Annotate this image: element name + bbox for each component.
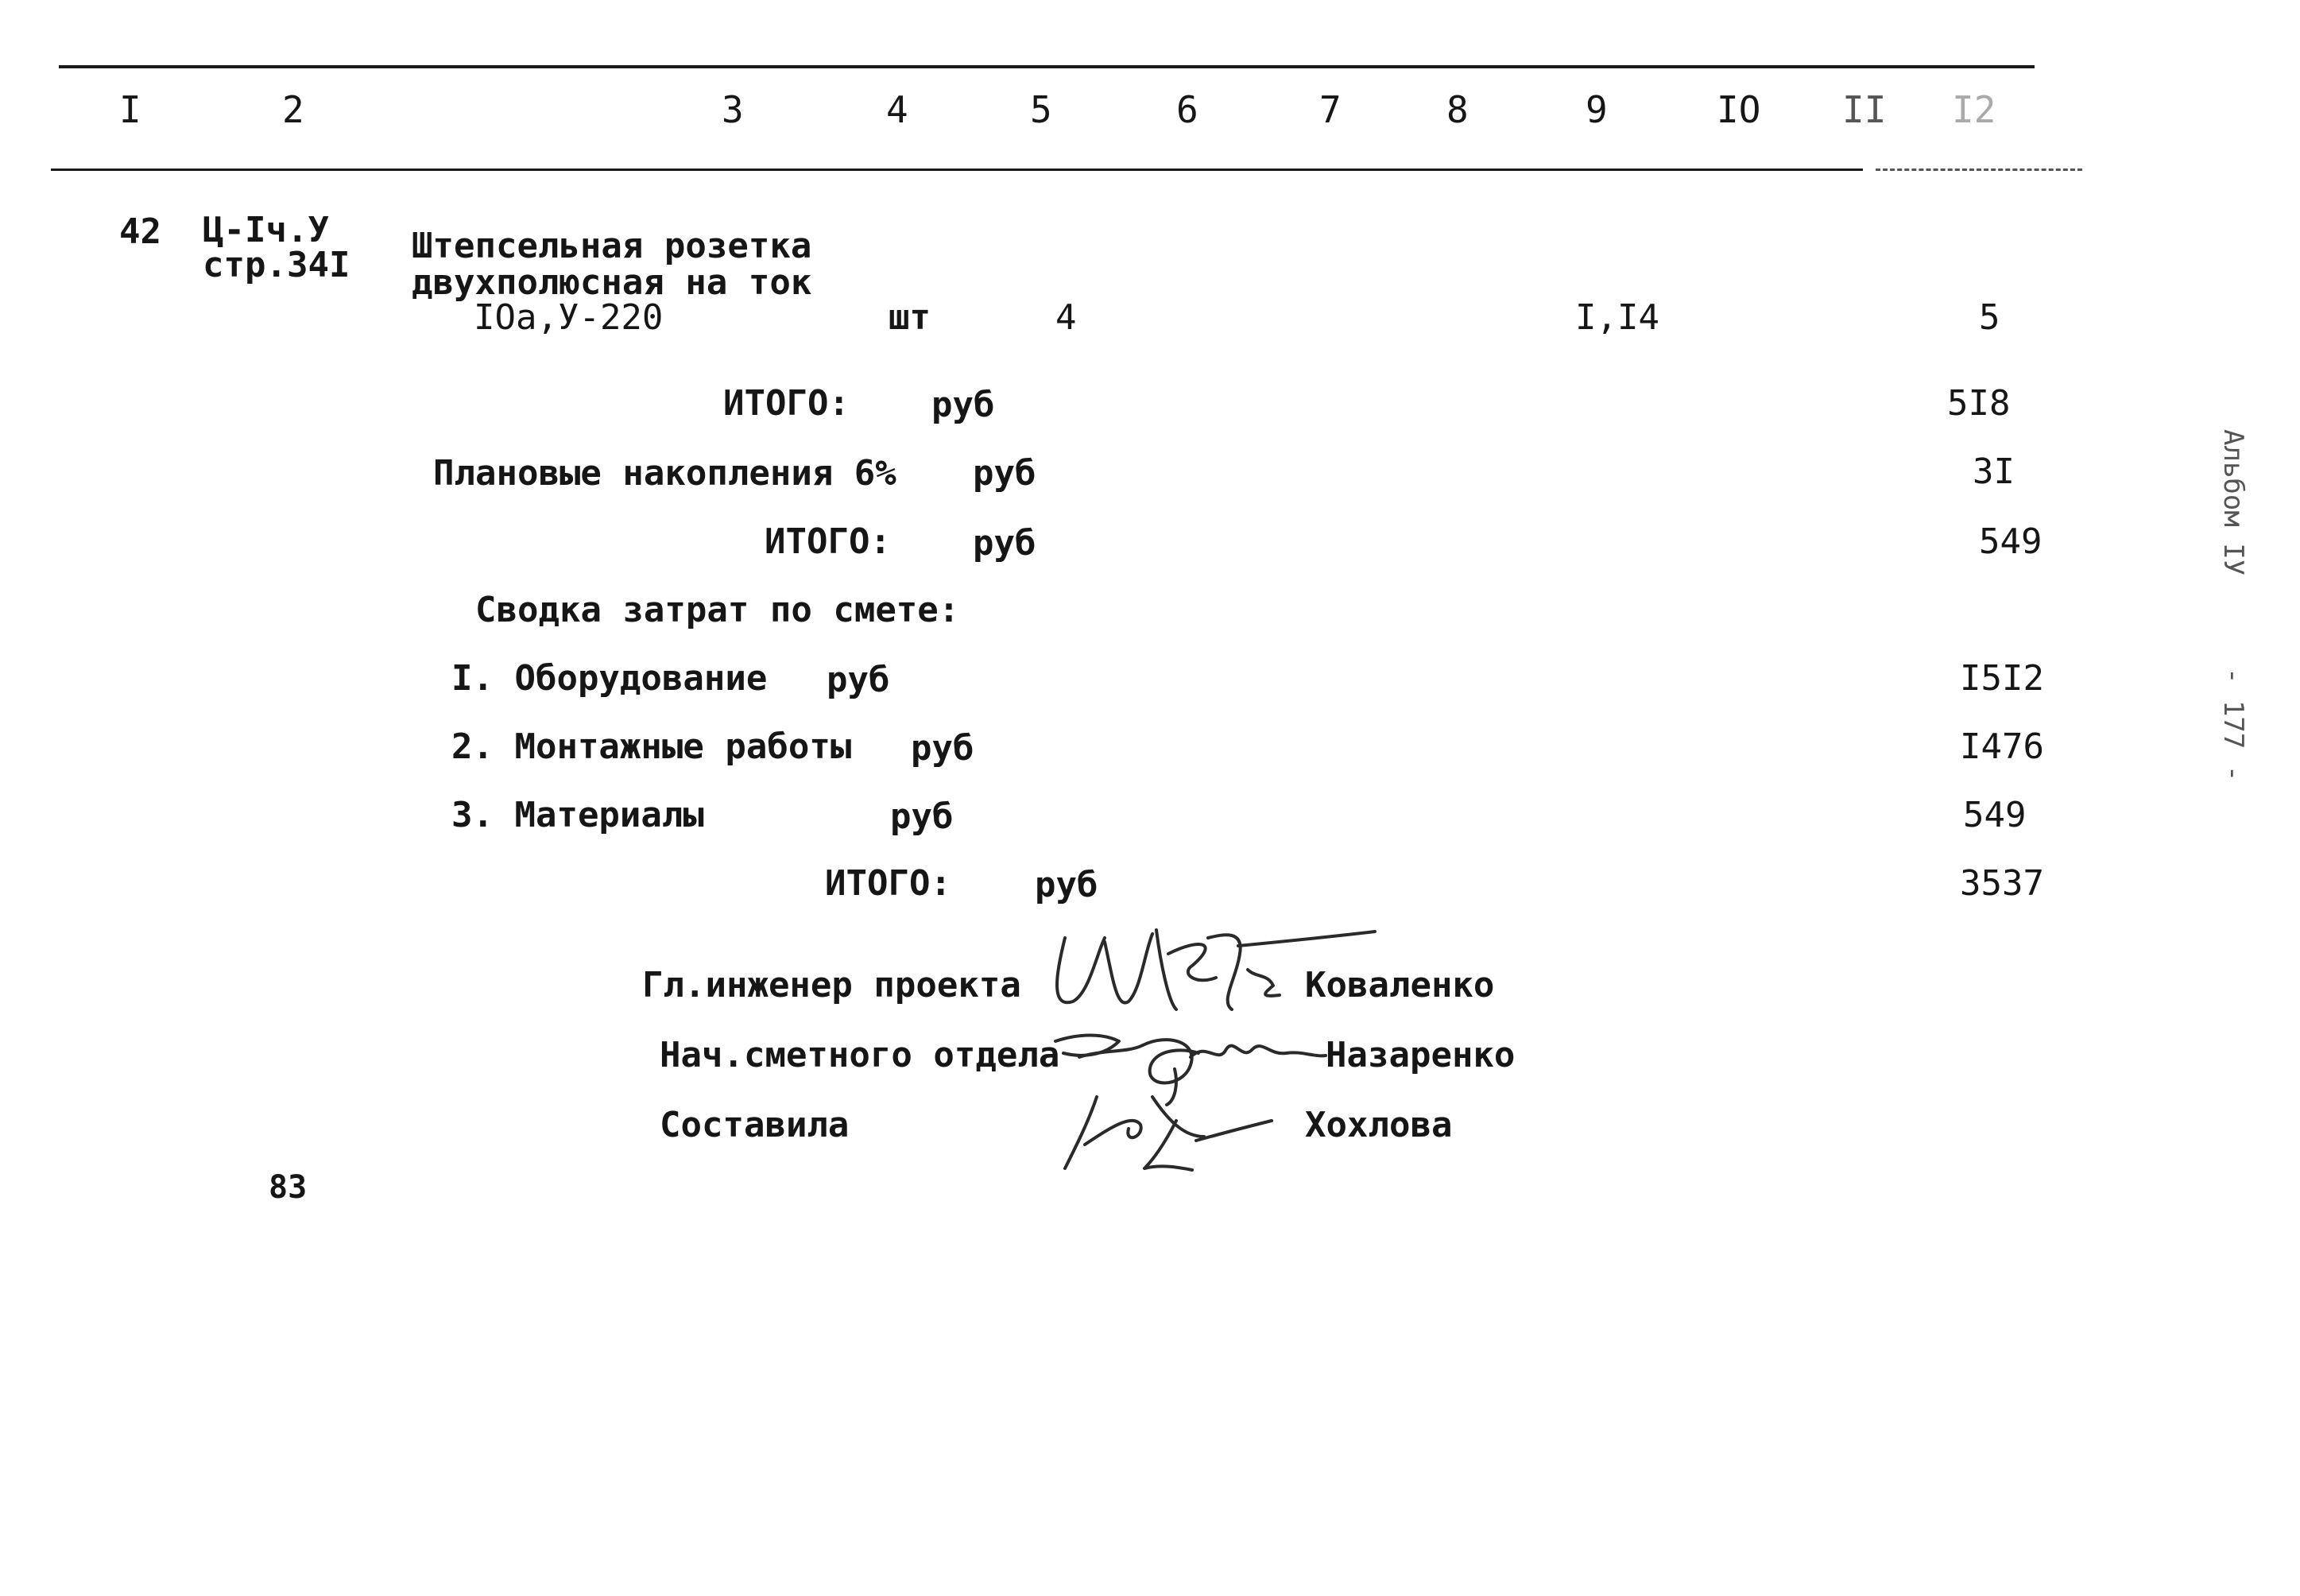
column-header: 8 [1446, 88, 1469, 131]
summary-item-label: I. Оборудование [451, 658, 768, 699]
summary-item-value: I476 [1960, 726, 2044, 767]
item-quantity: 4 [1055, 297, 1077, 338]
column-header: 9 [1586, 88, 1608, 131]
item-code-page: стр.34I [203, 245, 350, 285]
subtotal-value: 5I8 [1947, 383, 2011, 424]
column-header: 6 [1176, 88, 1198, 131]
summary-item-unit: руб [911, 728, 974, 769]
margin-album-label: Альбом IУ [2217, 429, 2249, 576]
header-top-rule [59, 65, 2035, 68]
planned-value: 3I [1973, 451, 2015, 492]
margin-sheet-number: - 177 - [2217, 668, 2249, 782]
signature-name: Хохлова [1305, 1105, 1453, 1145]
item-price: I,I4 [1575, 297, 1659, 338]
header-bottom-rule-tail [1876, 169, 2082, 171]
item-unit: шт [889, 297, 931, 338]
subtotal-unit: руб [931, 385, 995, 425]
planned-unit: руб [973, 453, 1036, 494]
summary-total-value: 3537 [1960, 863, 2044, 904]
handwritten-signature-compiler [1065, 1081, 1287, 1176]
summary-item-label: 2. Монтажные работы [451, 726, 852, 767]
column-header: 5 [1030, 88, 1052, 131]
column-header: II [1842, 88, 1887, 131]
subtotal-unit: руб [973, 523, 1036, 564]
item-description: IOа,У-220 [474, 297, 664, 338]
page-number: 83 [269, 1169, 308, 1206]
item-description: Штепсельная розетка [412, 226, 812, 266]
subtotal-label: ИТОГО: [723, 383, 850, 424]
signature-role: Составила [660, 1105, 850, 1145]
column-header: 3 [722, 88, 744, 131]
column-header: 4 [886, 88, 908, 131]
item-description: двухполюсная на ток [412, 262, 812, 303]
column-header: I2 [1952, 88, 1996, 131]
summary-item-label: 3. Материалы [451, 795, 704, 835]
column-header: 2 [282, 88, 304, 131]
planned-label: Плановые накопления 6% [433, 453, 896, 494]
signature-name: Коваленко [1305, 965, 1495, 1005]
summary-item-value: 549 [1963, 795, 2027, 835]
subtotal-label: ИТОГО: [765, 521, 891, 562]
summary-total-label: ИТОГО: [825, 863, 951, 904]
summary-item-unit: руб [827, 660, 890, 700]
column-header: I [119, 88, 141, 131]
summary-title: Сводка затрат по смете: [475, 590, 960, 630]
header-bottom-rule [51, 169, 1863, 171]
item-total: 5 [1979, 297, 2000, 338]
item-code: Ц-Iч.У [203, 210, 329, 250]
signature-name: Назаренко [1326, 1035, 1516, 1075]
column-header: IO [1717, 88, 1761, 131]
summary-total-unit: руб [1035, 865, 1098, 905]
signature-role: Нач.сметного отдела [660, 1035, 1060, 1075]
subtotal-value: 549 [1979, 521, 2043, 562]
summary-item-value: I5I2 [1960, 658, 2044, 699]
signature-role: Гл.инженер проекта [642, 965, 1021, 1005]
summary-item-unit: руб [890, 796, 954, 837]
column-header: 7 [1319, 88, 1342, 131]
item-number: 42 [119, 211, 161, 252]
